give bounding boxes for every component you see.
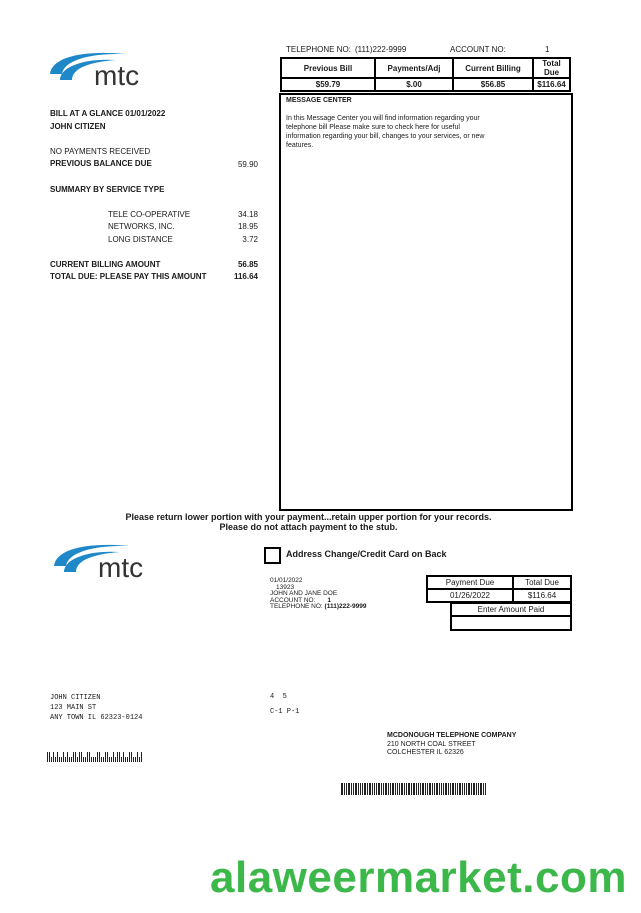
message-line: features.	[286, 142, 314, 149]
mailing-name: JOHN CITIZEN	[50, 694, 101, 702]
bill-summary-header-row	[281, 58, 570, 78]
remit-to-address	[387, 732, 516, 758]
stub-code: 13923	[276, 583, 295, 591]
address-change-checkbox[interactable]	[264, 547, 281, 564]
remit-city: COLCHESTER IL 62326	[387, 749, 464, 756]
service-name: LONG DISTANCE	[108, 235, 173, 244]
previous-bill-value: $59.79	[281, 78, 375, 91]
message-line: telephone bill Please make sure to check here for useful	[286, 124, 460, 131]
total-due-amount: 116.64	[233, 272, 258, 281]
current-billing-amount: 56.85	[237, 260, 258, 269]
previous-balance-value: 59.90	[237, 160, 258, 169]
amount-paid-input[interactable]	[451, 616, 571, 630]
address-change-label: Address Change/Credit Card on Back	[286, 549, 447, 559]
telephone-label: TELEPHONE NO:	[286, 45, 351, 54]
stub-names: JOHN AND JANE DOE	[270, 590, 338, 597]
total-due-value: $116.64	[533, 78, 570, 91]
service-summary-title: SUMMARY BY SERVICE TYPE	[50, 185, 165, 194]
message-center-body	[286, 114, 484, 150]
message-center-title: MESSAGE CENTER	[286, 97, 352, 104]
scan-barcode	[341, 783, 487, 795]
remit-company: MCDONOUGH TELEPHONE COMPANY	[387, 732, 517, 739]
remit-street: 210 NORTH COAL STREET	[387, 740, 476, 748]
mtc-logo-stub	[50, 540, 160, 580]
service-amount: 3.72	[242, 235, 258, 244]
account-label: ACCOUNT NO:	[450, 45, 506, 54]
mailing-address	[50, 693, 142, 723]
stub-telephone-value: (111)222-9999	[324, 603, 367, 610]
sort-code-1: 4 5	[270, 693, 287, 701]
mtc-swoosh-icon	[46, 48, 156, 88]
payment-total-due: $116.64	[513, 589, 571, 602]
stub-telephone	[270, 604, 366, 611]
bill-summary-table	[280, 57, 571, 92]
postal-barcode	[47, 752, 143, 762]
col-previous-bill: Previous Bill	[281, 58, 375, 78]
svg-text:mtc: mtc	[98, 552, 144, 580]
sort-code-2: C-1 P-1	[270, 708, 300, 716]
col-total-due: Total Due	[513, 576, 571, 589]
svg-text:mtc: mtc	[94, 60, 140, 88]
payments-adj-value: $.00	[375, 78, 453, 91]
payment-value-row	[427, 589, 571, 602]
mtc-logo	[46, 48, 156, 88]
stub-account-value: 1	[327, 596, 332, 604]
service-name: TELE CO-OPERATIVE	[108, 210, 191, 219]
message-line: information regarding your bill, changes to your services, or new	[286, 133, 485, 140]
amount-paid-table	[450, 602, 572, 631]
previous-balance-label: PREVIOUS BALANCE DUE	[50, 159, 152, 168]
total-due-label: TOTAL DUE: PLEASE PAY THIS AMOUNT	[50, 272, 207, 281]
message-center-box	[279, 93, 573, 511]
col-payments-adj: Payments/Adj	[375, 58, 453, 78]
message-line: In this Message Center you will find information regarding your	[286, 115, 480, 122]
stub-account-label: ACCOUNT NO:	[270, 596, 316, 604]
stub-date: 01/01/2022	[270, 577, 303, 584]
return-notice-line2: Please do not attach payment to the stub.	[219, 522, 398, 532]
payment-due-date: 01/26/2022	[427, 589, 513, 602]
payment-due-table	[426, 575, 572, 603]
watermark-text: alaweermarket.com	[210, 853, 627, 902]
enter-amount-label: Enter Amount Paid	[451, 603, 571, 616]
current-billing-value: $56.85	[453, 78, 533, 91]
service-amount: 18.95	[237, 222, 258, 231]
telephone-value: (111)222-9999	[355, 45, 407, 54]
col-payment-due: Payment Due	[427, 576, 513, 589]
account-value: 1	[545, 45, 550, 54]
customer-name: JOHN CITIZEN	[50, 122, 106, 131]
mailing-street: 123 MAIN ST	[50, 704, 97, 712]
mailing-city: ANY TOWN IL 62323-0124	[50, 714, 143, 722]
col-total-due: Total Due	[533, 58, 570, 78]
col-current-billing: Current Billing	[453, 58, 533, 78]
stub-details	[270, 578, 366, 611]
payment-header-row	[427, 576, 571, 589]
current-billing-label: CURRENT BILLING AMOUNT	[50, 260, 161, 269]
stub-telephone-label: TELEPHONE NO:	[270, 603, 323, 610]
service-amount: 34.18	[237, 210, 258, 219]
bill-summary-value-row	[281, 78, 570, 91]
payments-note: NO PAYMENTS RECEIVED	[50, 147, 151, 156]
service-name: NETWORKS, INC.	[108, 222, 175, 231]
mtc-swoosh-icon	[50, 540, 160, 580]
glance-title: BILL AT A GLANCE 01/01/2022	[50, 109, 166, 118]
return-notice-line1: Please return lower portion with your payment...retain upper portion for your records.	[125, 512, 492, 522]
